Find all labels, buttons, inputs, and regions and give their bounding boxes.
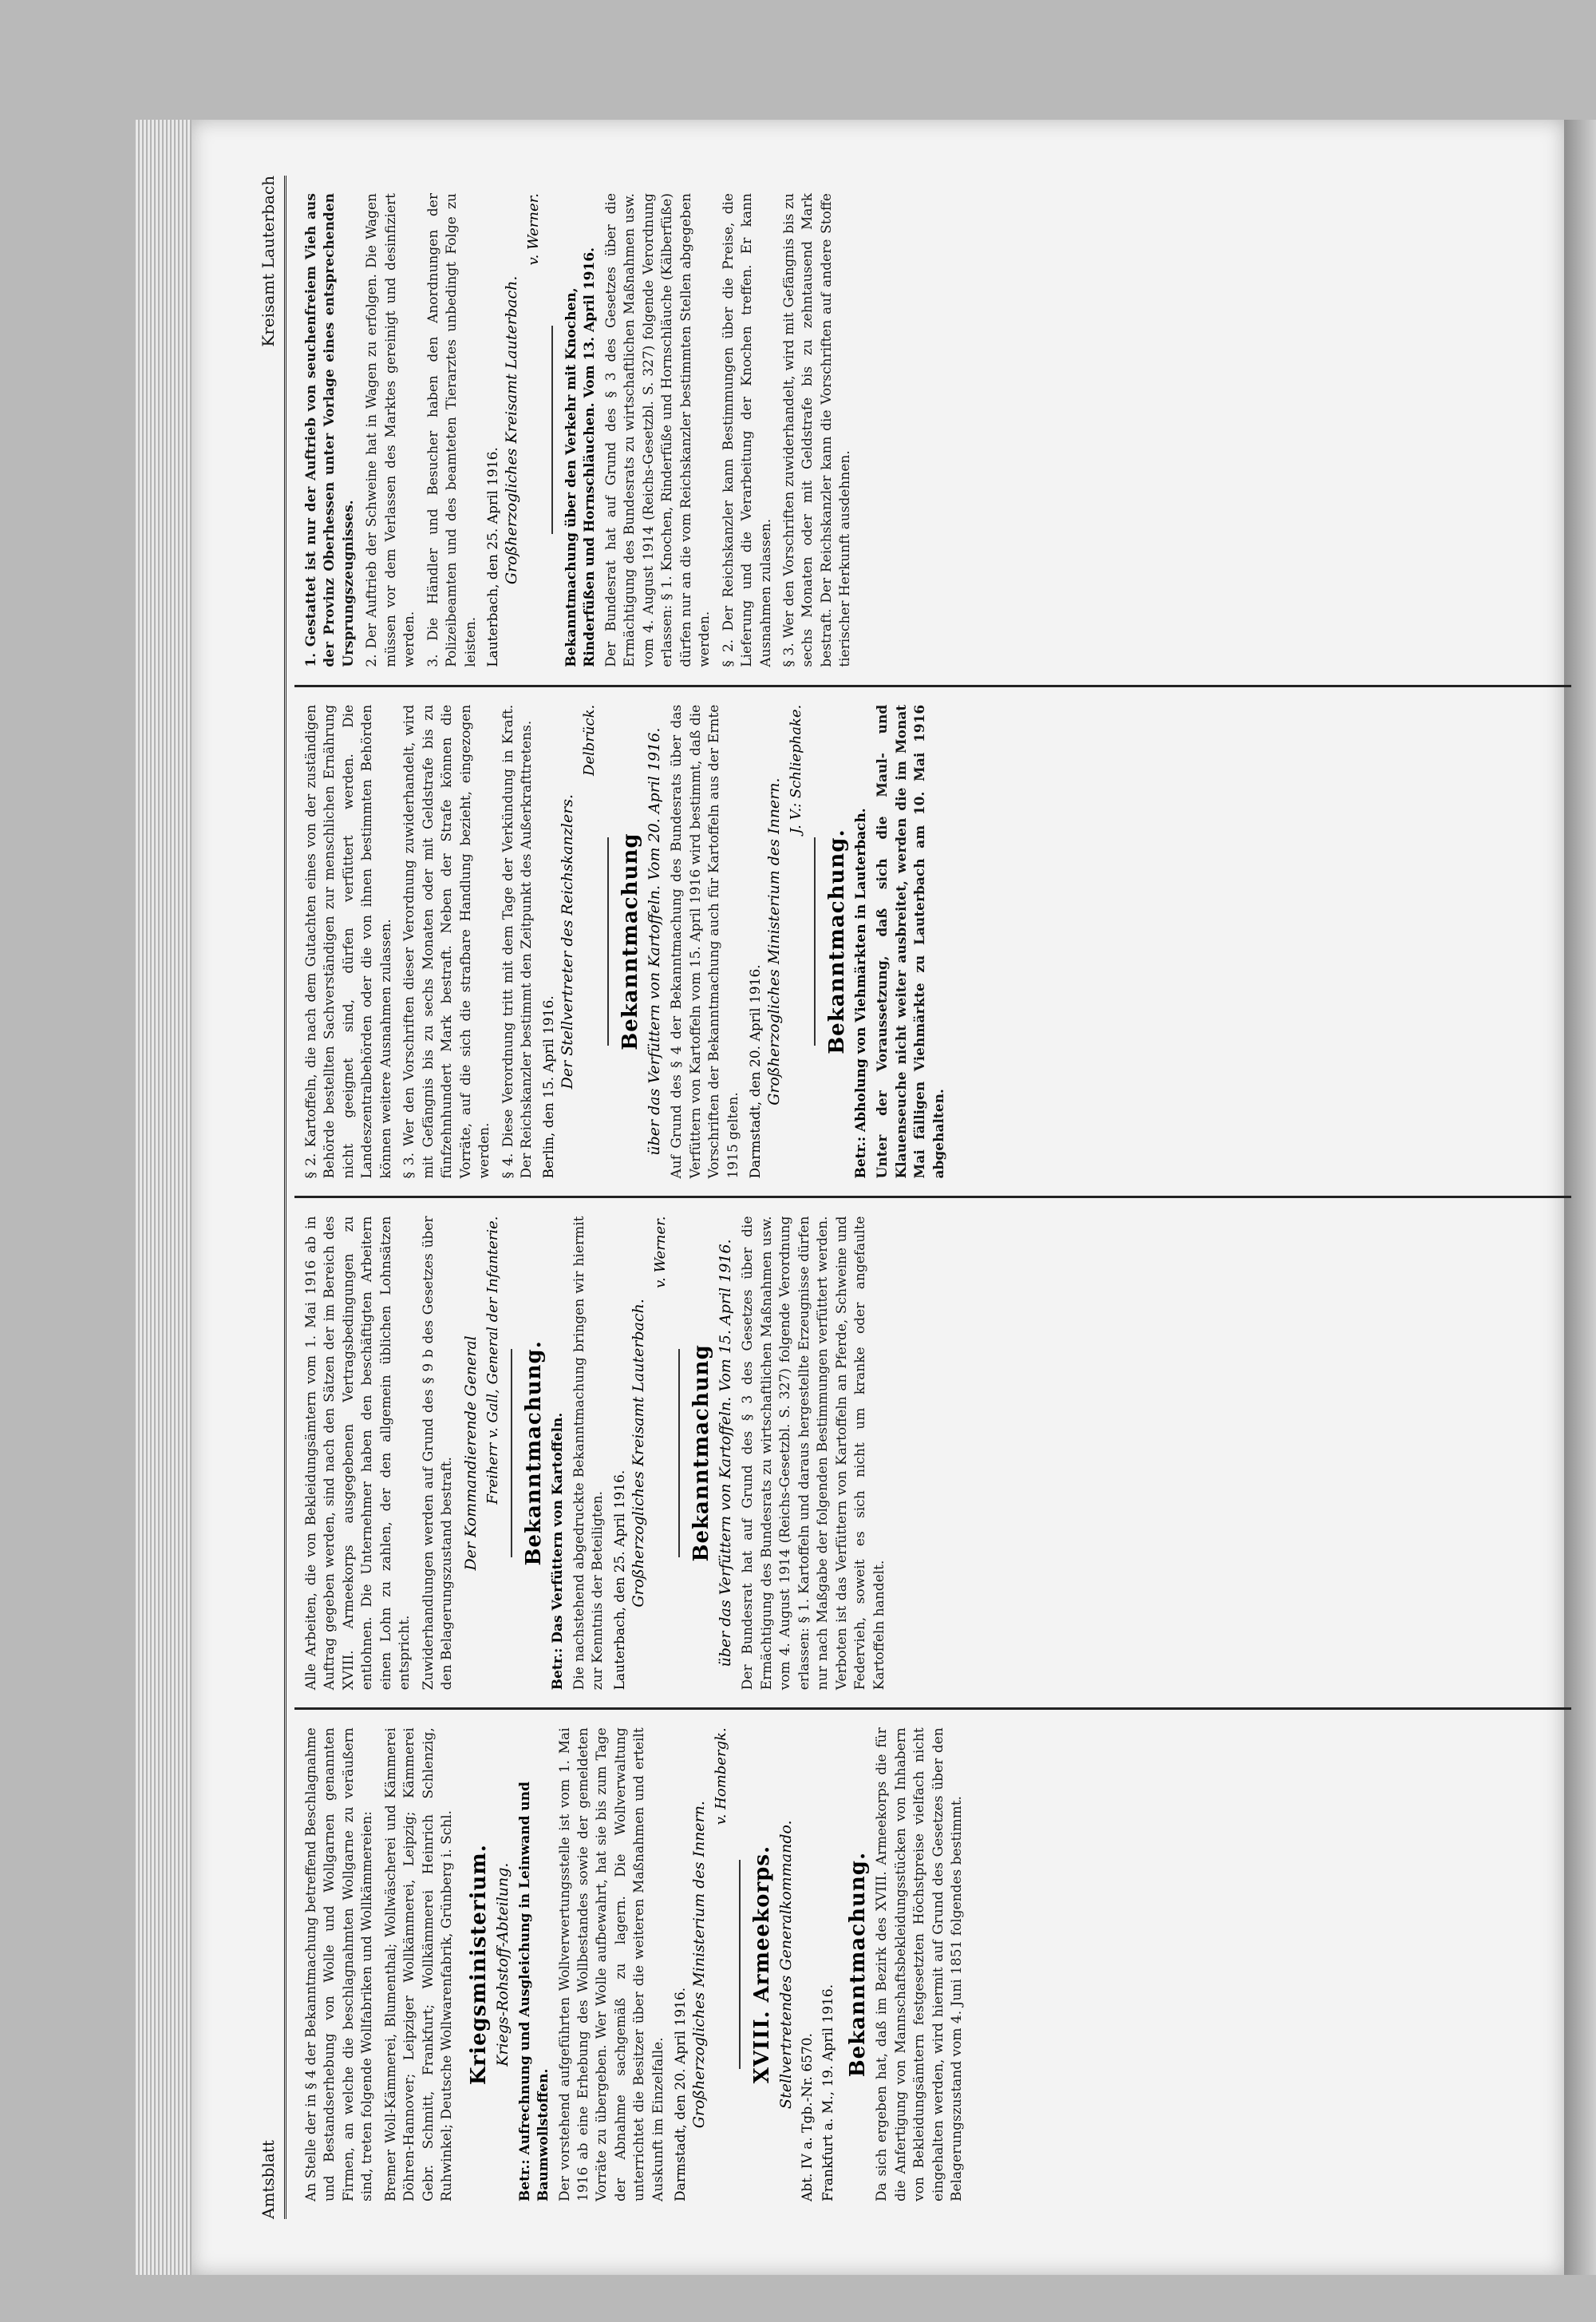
page-content [223, 120, 1564, 2275]
army-reference: Abt. IV a. Tgb.-Nr. 6570. [800, 2033, 816, 2201]
market-office: Großherzogliches Kreisamt Lauterbach. [503, 275, 521, 585]
bones-body-2: § 2. Der Reichskanzler kann Bestimmungen über die Preise, die Lieferung und die Verarbeitung der Knochen treffen. Er kann Ausnahmen zulassen. [720, 193, 774, 667]
army-place-date: Frankfurt a. M., 19. April 1916. [820, 1984, 837, 2201]
potato-paragraph-3: § 3. Wer den Vorschriften dieser Verordnung zuwiderhandelt, wird mit Gefängnis bis zu sechs Monaten oder mit Geldstrafe bis zu fünfzehnhundert Mark bestraft. Neben der Strafe können die Vorräte, auf die sich die strafbare Handlung bezieht, eingezogen werden. [401, 704, 493, 1179]
clothing-body-2: Zuwiderhandlungen werden auf Grund des § 9 b des Gesetzes über den Belagerungszustand bestraft. [420, 1216, 456, 1691]
ministry-dateline: Darmstadt, den 20. April 1916. [673, 1987, 689, 2201]
column-grid [294, 176, 1571, 2219]
army-bekanntmachung-title: Bekanntmachung. [846, 1851, 871, 2078]
commanding-general-signature: Freiherr v. Gall, General der Infanterie. [484, 1216, 501, 1505]
market-signature: v. Werner. [525, 193, 543, 266]
market-body: Unter der Voraussetzung, daß sich die Maul- und Klauenseuche nicht weiter ausbreitet, werden die im Monat Mai fälligen Viehmärkte zu Lauterbach am 10. Mai 1916 abgehalten. [875, 704, 947, 1179]
potato-hesse-office: Großherzogliches Ministerium des Innern. [765, 777, 784, 1106]
ministry-signature: v. Hombergk. [713, 1727, 730, 1826]
potato-office: Großherzogliches Kreisamt Lauterbach. [630, 1299, 648, 1608]
potato-decree-office: Der Stellvertreter des Reichskanzlers. [559, 793, 577, 1090]
wool-intro-paragraph: An Stelle der in § 4 der Bekanntmachung betreffend Beschlagnahme und Bestandserhebung von Wolle und Wollgarnen genannten Firmen, an welche die beschlagnahmten Wollgarne zu veräußern sind, treten folgende Wollfabriken und Wollkämmereien: [303, 1727, 376, 2201]
ministry-betreff: Betr.: Aufrechnung und Ausgleichung in Leinwand und Baumwollstoffen. [516, 1781, 551, 2201]
ministry-subtitle: Kriegs-Rohstoff-Abteilung. [493, 1862, 512, 2067]
market-rule-1: 1. Gestattet ist nur der Auftrieb von seuchenfreiem Vieh aus der Provinz Oberhessen unter Vorlage eines entsprechenden Ursprungszeugnisses. [303, 193, 357, 667]
army-corps-title: XVIII. Armeekorps. [750, 1845, 775, 2084]
bones-body-1: Der Bundesrat hat auf Grund des § 3 des Gesetzes über die Ermächtigung des Bundesrats zu wirtschaftlichen Maßnahmen usw. vom 4. August 1914 (Reichs-Gesetzbl. S. 327) folgende Verordnung erlassen: § 1. Knochen, Rinderfüße und Hornschläuche (Kälberfüße) dürfen nur an die vom Reichskanzler bestimmten Stellen abgegeben werden. [602, 193, 713, 667]
army-corps-subtitle: Stellvertretendes Generalkommando. [777, 1820, 796, 2109]
page-header [255, 176, 286, 2219]
section-divider [551, 326, 553, 534]
section-divider [814, 837, 816, 1046]
header-left: Amtsblatt [259, 2140, 278, 2219]
market-dateline: Lauterbach, den 25. April 1916. [485, 447, 502, 667]
potato-decree-title: Bekanntmachung [689, 1344, 714, 1562]
column-4 [294, 176, 1571, 685]
potato-signature: v. Werner. [652, 1216, 670, 1288]
market-bekanntmachung-title: Bekanntmachung. [825, 829, 850, 1054]
column-1 [294, 1707, 1571, 2219]
wool-firms-list: Bremer Woll-Kämmerei, Blumenthal; Wollwäscherei und Kämmerei Döhren-Hannover; Leipziger Wollkämmerei, Leipzig; Kämmerei Gebr. Schmitt, Frankfurt; Wollkämmerei Heinrich Schlenzig, Ruhwinkel; Deutsche Wollwarenfabrik, Grünberg i. Schl. [382, 1727, 456, 2201]
potato-hesse-body: Auf Grund des § 4 der Bekanntmachung des Bundesrats über das Verfüttern von Kartoffeln vom 15. April 1916 wird bestimmt, daß die Vorschriften der Bekanntmachung auch für Kartoffeln aus der Ernte 1915 gelten. [669, 704, 741, 1179]
bones-title: Bekanntmachung über den Verkehr mit Knochen, Rinderfüßen und Hornschläuchen. Vom 13. April 1916. [563, 247, 598, 667]
market-rule-3: 3. Die Händler und Besucher haben den Anordnungen der Polizeibeamten und des beamteten Tierarztes unbedingt Folge zu leisten. [425, 193, 479, 667]
section-divider [607, 837, 609, 1046]
potato-hesse-dateline: Darmstadt, den 20. April 1916. [748, 964, 764, 1179]
potato-decree-body: Der Bundesrat hat auf Grund des § 3 des Gesetzes über die Ermächtigung des Bundesrats zu wirtschaftlichen Maßnahmen usw. vom 4. August 1914 (Reichs-Gesetzbl. S. 327) folgende Verordnung erlassen: § 1. Kartoffeln und daraus hergestellte Erzeugnisse dürfen nur nach Maßgabe der folgenden Bestimmungen verfüttert werden. Verboten ist das Verfüttern von Kartoffeln an Pferde, Schweine und Federvieh, soweit es sich nicht um kranke oder angefaulte Kartoffeln handelt. [740, 1216, 887, 1691]
potato-betreff: Betr.: Das Verfüttern von Kartoffeln. [549, 1412, 566, 1691]
commanding-general: Der Kommandierende General [461, 1335, 480, 1571]
potato-bekanntmachung-title: Bekanntmachung. [521, 1340, 546, 1566]
potato-paragraph-2: § 2. Kartoffeln, die nach dem Gutachten eines von der zuständigen Behörde bestellten Sachverständigen zur menschlichen Ernährung nicht geeignet sind, dürfen verfüttert werden. Die Landeszentralbehörden oder die von ihnen bestimmten Behörden können weitere Ausnahmen zulassen. [303, 704, 394, 1179]
potato-paragraph-4: § 4. Diese Verordnung tritt mit dem Tage der Verkündung in Kraft. Der Reichskanzler bestimmt den Zeitpunkt des Außerkrafttretens. [500, 704, 535, 1179]
header-right: Kreisamt Lauterbach [259, 176, 278, 347]
scanned-page [192, 120, 1564, 2275]
book-page-edges [136, 120, 192, 2275]
market-rule-2: 2. Der Auftrieb der Schweine hat in Wagen zu erfolgen. Die Wagen müssen vor dem Verlassen des Marktes gereinigt und desinfiziert werden. [364, 193, 418, 667]
ministry-title: Kriegsministerium. [466, 1844, 491, 2086]
section-divider [739, 1861, 741, 2069]
column-2 [294, 1197, 1571, 1708]
section-divider [678, 1349, 680, 1557]
bones-body-3: § 3. Wer den Vorschriften zuwiderhandelt, wird mit Gefängnis bis zu sechs Monaten oder mit Geldstrafe bis zu zehntausend Mark bestraft. Der Reichskanzler kann die Vorschriften auf andere Stoffe tierischer Herkunft ausdehnen. [781, 193, 854, 667]
clothing-body-1: Alle Arbeiten, die von Bekleidungsämtern vom 1. Mai 1916 ab in Auftrag gegeben werden, sind nach den Sätzen der im Bereich des XVIII. Armeekorps ausgegebenen Vertragsbedingungen zu entlohnen. Die Unternehmer haben den beschäftigten Arbeitern einen Lohn zu zahlen, der den allgemein üblichen Lohnsätzen entspricht. [303, 1216, 413, 1691]
rotated-page-frame [192, 120, 1564, 2275]
ministry-body: Der vorstehend aufgeführten Wollverwertungsstelle ist vom 1. Mai 1916 ab eine Erhebung des Wollbestandes sowie der gemeldeten Vorräte zu übergeben. Wer Wolle aufbewahrt, hat sie bis zum Tage der Abnahme sachgemäß zu lagern. Die Wollverwaltung unterrichtet die Besitzer über die weiteren Maßnahmen und erteilt Auskunft im Einzelfalle. [556, 1727, 666, 2201]
potato-hesse-subtitle: über das Verfüttern von Kartoffeln. Vom 20. April 1916. [646, 727, 664, 1156]
potato-intro: Die nachstehend abgedruckte Bekanntmachung bringen wir hiermit zur Kenntnis der Beteiligten. [571, 1216, 606, 1691]
market-betreff: Betr.: Abholung von Viehmärkten in Lauterbach. [853, 808, 870, 1179]
potato-decree-subtitle: über das Verfüttern von Kartoffeln. Vom 15. April 1916. [717, 1239, 735, 1667]
potato-decree-dateline: Berlin, den 15. April 1916. [541, 995, 558, 1179]
potato-decree-signature: Delbrück. [581, 704, 598, 777]
column-3 [294, 685, 1571, 1197]
potato-hesse-title: Bekanntmachung [618, 833, 643, 1050]
potato-dateline: Lauterbach, den 25. April 1916. [612, 1470, 629, 1691]
potato-hesse-signature: J. V.: Schliephake. [788, 704, 805, 834]
army-bekanntmachung-body: Da sich ergeben hat, daß im Bezirk des XVIII. Armeekorps die für die Anfertigung von Mannschaftsbekleidungsstücken von Inhabern von Bekleidungsämtern festgesetzten Höchstpreise vielfach nicht eingehalten werden, wird hiermit auf Grund des Gesetzes über den Belagerungszustand vom 4. Juni 1851 folgendes bestimmt. [874, 1727, 966, 2201]
ministry-office: Großherzogliches Ministerium des Innern. [690, 1800, 709, 2129]
section-divider [511, 1349, 512, 1557]
